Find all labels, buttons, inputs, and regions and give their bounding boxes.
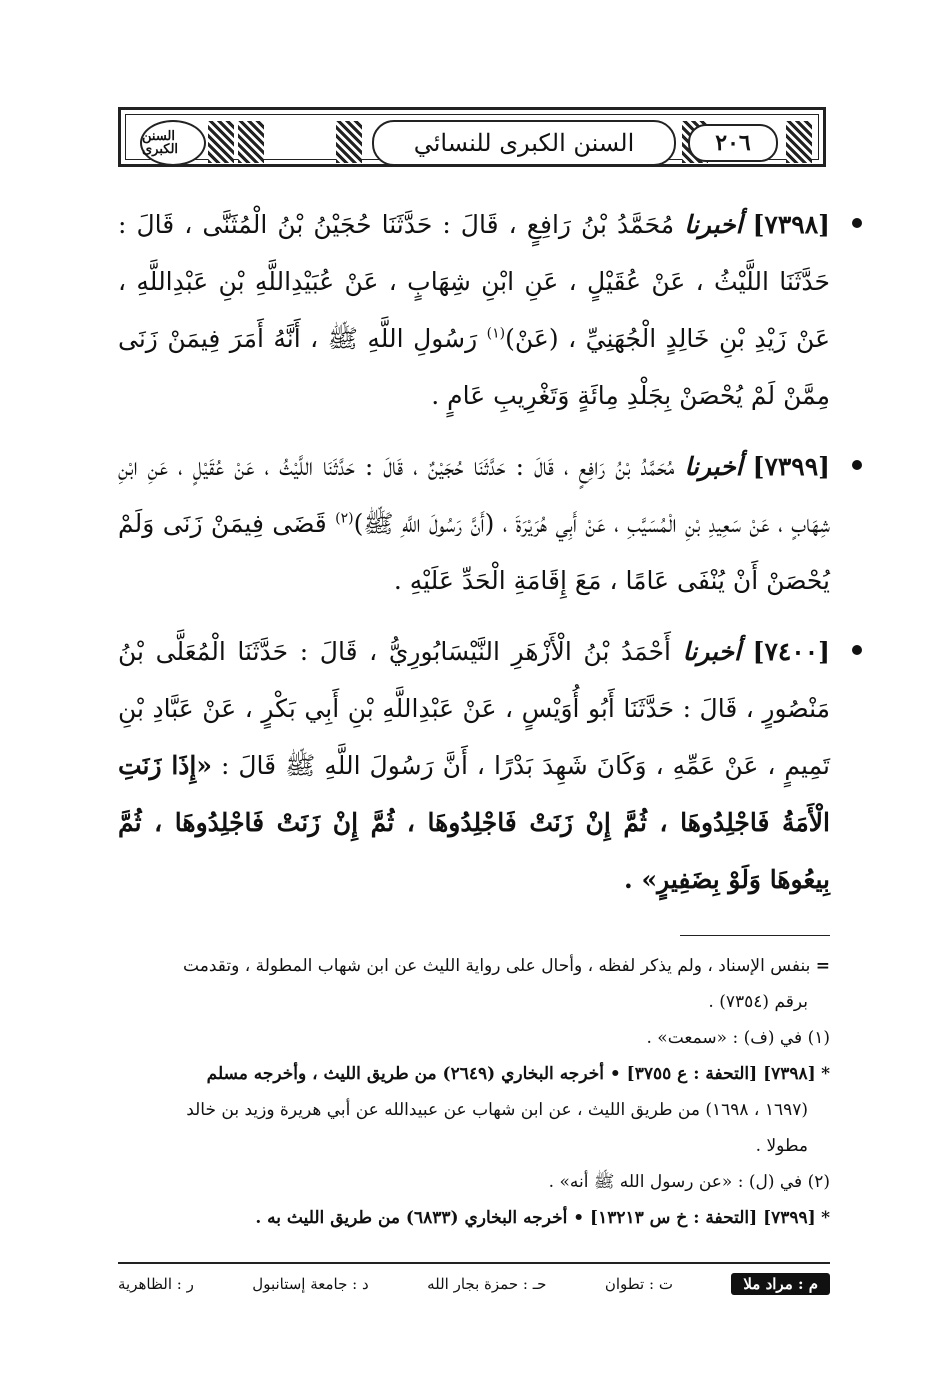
isnad-text: مُحَمَّدُ بْنُ رَافِعٍ ، قَالَ : حَدَّثَنَا حُجَيْنُ بْنُ الْمُثَنَّى ، قَالَ : حَدَّثَنَا اللَّيْثُ ، عَنْ عُقَيْلٍ ، عَنِ ابْنِ شِهَابٍ ، عَنْ عُبَيْدِاللَّهِ بْنِ عَبْدِاللَّهِ ، عَنْ زَيْدِ بْنِ خَالِدٍ الْجُهَنِيِّ ، (عَنْ) [118,210,830,353]
footnotes [118,948,830,1236]
legend-item: حـ : حمزة بجار الله [427,1275,547,1293]
ornament-left-2 [238,121,264,163]
matn-text: قَضَى فِيمَنْ زَنَى وَلَمْ يُحْصَنْ أَنْ يُنْفَى عَامًا ، مَعَ إِقَامَةِ الْحَدِّ عَلَيْهِ . [118,509,830,595]
isnad-text: مُحَمَّدُ بْنُ رَافِعٍ ، قَالَ : حَدَّثَنَا حُجَيْنٌ ، قَالَ : حَدَّثَنَا اللَّيْثُ ، عَنْ عُقَيْلٍ ، عَنِ ابْنِ شِهَابٍ ، عَنْ سَعِيدِ بْنِ الْمُسَيَّبِ ، عَنْ أَبِي هُرَيْرَةَ ، (أَنَّ رَسُولَ اللَّهِ ﷺ) [118,452,830,538]
ornament-left-3 [336,121,362,163]
legend-item: د : جامعة إستانبول [252,1275,369,1293]
akhbarana-word: أخبرنا [684,210,743,239]
hadith-7399 [118,438,830,609]
ornament-right-2 [786,121,812,163]
footnote-line: (٢) في (ل) : «عن رسول الله ﷺ أنه» . [548,1172,830,1192]
footnote-line: مطولا . [755,1136,808,1156]
legend-item: ت : تطوان [604,1275,673,1293]
legend-item: ر : الظاهرية [118,1275,194,1293]
matn-text: «إِذَا زَنَتِ الْأَمَةُ فَاجْلِدُوهَا ، ثُمَّ إِنْ زَنَتْ فَاجْلِدُوهَا ، ثُمَّ إِنْ زَنَتْ فَاجْلِدُوهَا ، ثُمَّ بِيعُوهَا وَلَوْ بِضَفِيرٍ» . [118,751,830,894]
footnote-separator [680,935,830,936]
hadith-7400 [118,623,830,908]
page-number: ٢٠٦ [688,124,778,162]
bullet-icon [852,218,862,228]
footnote-marker[interactable]: (٢) [335,510,354,527]
manuscript-legend [118,1268,830,1300]
hadith-list [118,196,830,922]
akhbarana-word: أخبرنا [684,452,743,481]
hadith-number: [٧٤٠٠] [752,637,830,666]
footnote-line: * [٧٣٩٩] [التحفة : خ س ١٣٢١٣] • أخرجه البخاري (٦٨٣٣) من طريق الليث به . [255,1208,830,1228]
footnote-marker[interactable]: (١) [486,325,506,342]
legend-separator [118,1262,830,1264]
hadith-7398 [118,196,830,424]
book-title: السنن الكبرى للنسائي [372,120,676,166]
bullet-icon [852,645,862,655]
akhbarana-word: أخبرنا [682,637,741,666]
series-logo-seal: السنن الكبرى [140,120,206,166]
legend-badge: م : مراد ملا [731,1273,830,1295]
ornament-left-1 [208,121,234,163]
matn-text: رَسُولِ اللَّهِ ﷺ ، أَنَّهُ أَمَرَ فِيمَنْ زَنَى مِمَّنْ لَمْ يُحْصَنْ بِجَلْدِ مِائَةٍ وَتَغْرِيبِ عَامٍ . [118,324,830,410]
bullet-icon [852,460,862,470]
footnote-line: = بنفس الإسناد ، ولم يذكر لفظه ، وأحال على رواية الليث عن ابن شهاب المطولة ، وتقدمت [183,956,830,976]
footnote-line: (١) في (ف) : «سمعت» . [646,1028,830,1048]
footnote-line: برقم (٧٣٥٤) . [708,992,808,1012]
hadith-number: [٧٣٩٨] [752,210,830,239]
footnote-line: (١٦٩٧ ، ١٦٩٨) من طريق الليث ، عن ابن شهاب عن عبيدالله عن أبي هريرة وزيد بن خالد [186,1100,808,1120]
page-header [118,107,826,167]
hadith-number: [٧٣٩٩] [752,452,830,481]
isnad-text: أَحْمَدُ بْنُ الْأَزْهَرِ النَّيْسَابُورِيُّ ، قَالَ : حَدَّثَنَا الْمُعَلَّى بْنُ مَنْصُورٍ ، قَالَ : حَدَّثَنَا أَبُو أُوَيْسٍ ، عَنْ عَبْدِاللَّهِ بْنِ أَبِي بَكْرٍ ، عَنْ عَبَّادِ بْنِ تَمِيمٍ ، عَنْ عَمِّهِ ، وَكَانَ شَهِدَ بَدْرًا ، أَنَّ رَسُولَ اللَّهِ ﷺ قَالَ : [118,637,831,780]
footnote-line: * [٧٣٩٨] [التحفة : ع ٣٧٥٥] • أخرجه البخاري (٢٦٤٩) من طريق الليث ، وأخرجه مسلم [206,1064,830,1084]
header-frame [125,114,819,160]
